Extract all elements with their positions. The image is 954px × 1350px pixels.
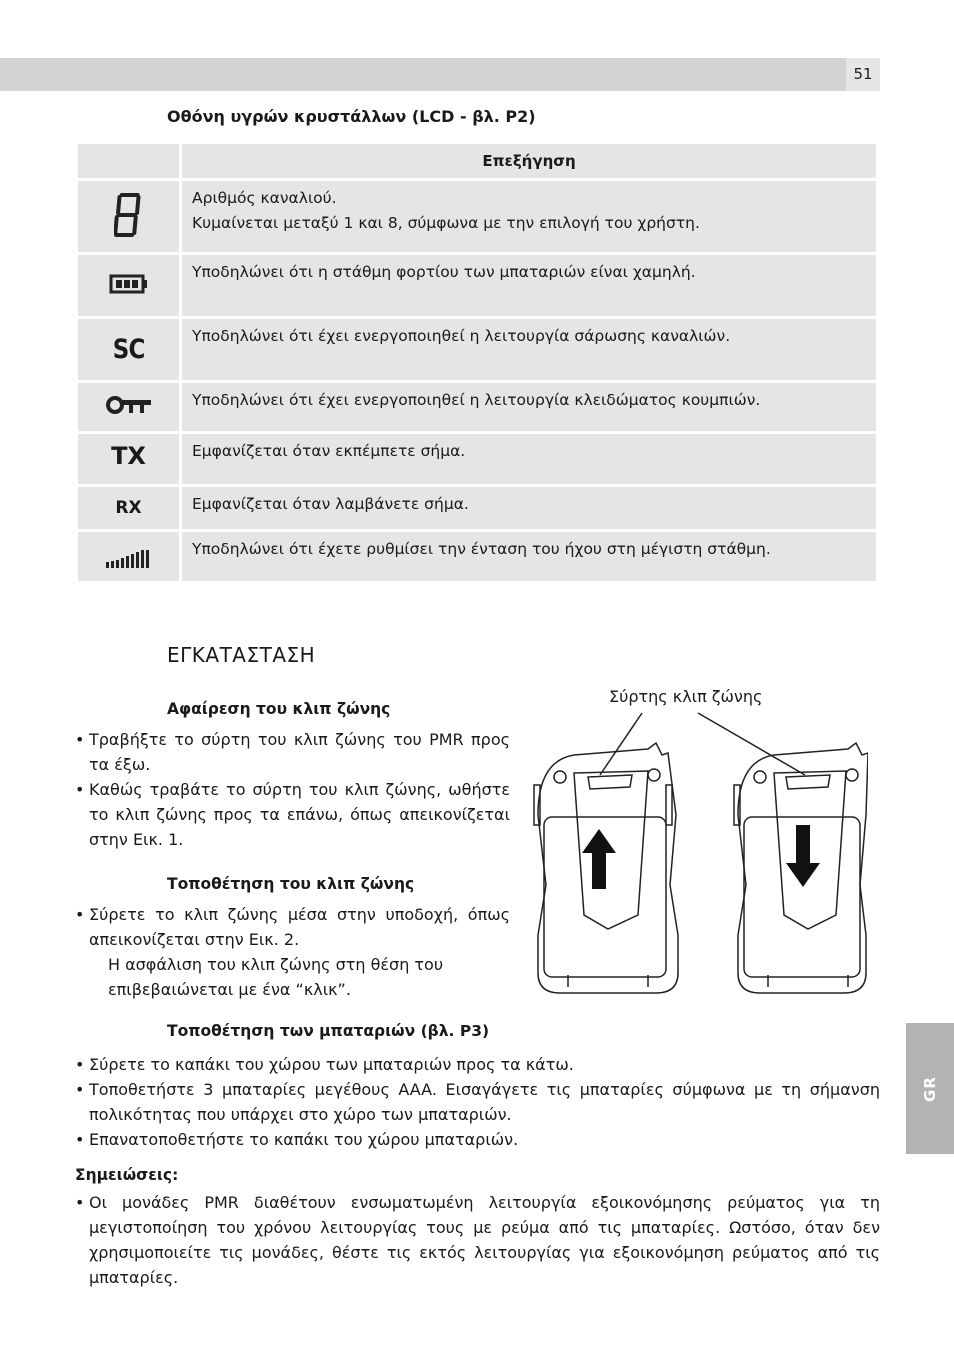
header-bar — [0, 58, 846, 91]
belt-clip-figure — [528, 705, 868, 997]
language-tab — [906, 1023, 954, 1154]
attach-clip-list — [75, 902, 510, 1002]
volume-bars-icon — [77, 531, 181, 583]
table-row — [77, 433, 878, 486]
list-item: • Τοποθετήστε 3 μπαταρίες μεγέθους AAA. Εισαγάγετε τις μπαταρίες σύμφωνα με τη σήμανση πολικότητας που υπάρχει στο χώρο των μπαταριών. — [75, 1077, 880, 1127]
table-cell-description: Υποδηλώνει ότι έχετε ρυθμίσει την ένταση του ήχου στη μέγιστη στάθμη. — [181, 531, 878, 583]
table-cell-description: Αριθμός καναλιού. Κυμαίνεται μεταξύ 1 και 8, σύμφωνα με την επιλογή του χρήστη. — [181, 180, 878, 254]
figure-label: Σύρτης κλιπ ζώνης — [609, 687, 763, 706]
list-item: • Σύρετε το καπάκι του χώρου των μπαταριών προς τα κάτω. — [75, 1052, 880, 1077]
table-row — [77, 318, 878, 382]
notes-heading: Σημειώσεις: — [75, 1166, 179, 1184]
list-item: • Οι μονάδες PMR διαθέτουν ενσωματωμένη λειτουργία εξοικονόμησης ρεύματος για τη μεγιστοποίηση του χρόνου λειτουργίας τους με ρεύμα από τις μπαταρίες. Ωστόσο, όταν δεν χρησιμοποιείτε τις μονάδες, θέστε τις εκτός λειτουργίας για εξοικονόμηση ρεύματος από τις μπαταρίες. — [75, 1190, 880, 1290]
table-row — [77, 486, 878, 531]
attach-clip-heading: Τοποθέτηση του κλιπ ζώνης — [167, 875, 415, 893]
table-header-explanation: Επεξήγηση — [181, 143, 878, 180]
tx-icon: TX — [77, 433, 181, 486]
table-cell-description: Υποδηλώνει ότι η στάθμη φορτίου των μπαταριών είναι χαμηλή. — [181, 254, 878, 318]
batteries-heading: Τοποθέτηση των μπαταριών (βλ. P3) — [167, 1022, 490, 1040]
lcd-icon-table — [75, 141, 879, 584]
rx-icon: RX — [77, 486, 181, 531]
table-row — [77, 382, 878, 433]
installation-title: ΕΓΚΑΤΑΣΤΑΣΗ — [167, 643, 316, 667]
page-number: 51 — [846, 58, 880, 91]
lcd-section-heading: Οθόνη υγρών κρυστάλλων (LCD - βλ. P2) — [167, 107, 536, 126]
batteries-list — [75, 1052, 880, 1152]
language-tab-label: GR — [921, 1075, 939, 1102]
list-item: • Τραβήξτε το σύρτη του κλιπ ζώνης του PMR προς τα έξω. — [75, 727, 510, 777]
table-row — [77, 531, 878, 583]
list-item: • Καθώς τραβάτε το σύρτη του κλιπ ζώνης, ωθήστε το κλιπ ζώνης προς τα επάνω, όπως απεικονίζεται στην Εικ. 1. — [75, 777, 510, 852]
table-row — [77, 180, 878, 254]
table-header-row — [77, 143, 878, 180]
list-item: • Επανατοποθετήστε το καπάκι του χώρου μπαταριών. — [75, 1127, 880, 1152]
table-header-empty — [77, 143, 181, 180]
notes-list — [75, 1190, 880, 1290]
table-cell-description: Εμφανίζεται όταν λαμβάνετε σήμα. — [181, 486, 878, 531]
sc-icon: SC — [77, 318, 181, 382]
table-row — [77, 254, 878, 318]
table-cell-description: Υποδηλώνει ότι έχει ενεργοποιηθεί η λειτουργία σάρωσης καναλιών. — [181, 318, 878, 382]
digit-8-icon — [77, 180, 181, 254]
table-cell-description: Εμφανίζεται όταν εκπέμπετε σήμα. — [181, 433, 878, 486]
table-cell-description: Υποδηλώνει ότι έχει ενεργοποιηθεί η λειτουργία κλειδώματος κουμπιών. — [181, 382, 878, 433]
list-item: • Σύρετε το κλιπ ζώνης μέσα στην υποδοχή, όπως απεικονίζεται στην Εικ. 2. — [75, 902, 510, 952]
key-icon — [77, 382, 181, 433]
remove-clip-heading: Αφαίρεση του κλιπ ζώνης — [167, 700, 391, 718]
attach-clip-note: Η ασφάλιση του κλιπ ζώνης στη θέση του επιβεβαιώνεται με ένα “κλικ”. — [108, 955, 444, 999]
battery-icon — [77, 254, 181, 318]
remove-clip-list — [75, 727, 510, 852]
